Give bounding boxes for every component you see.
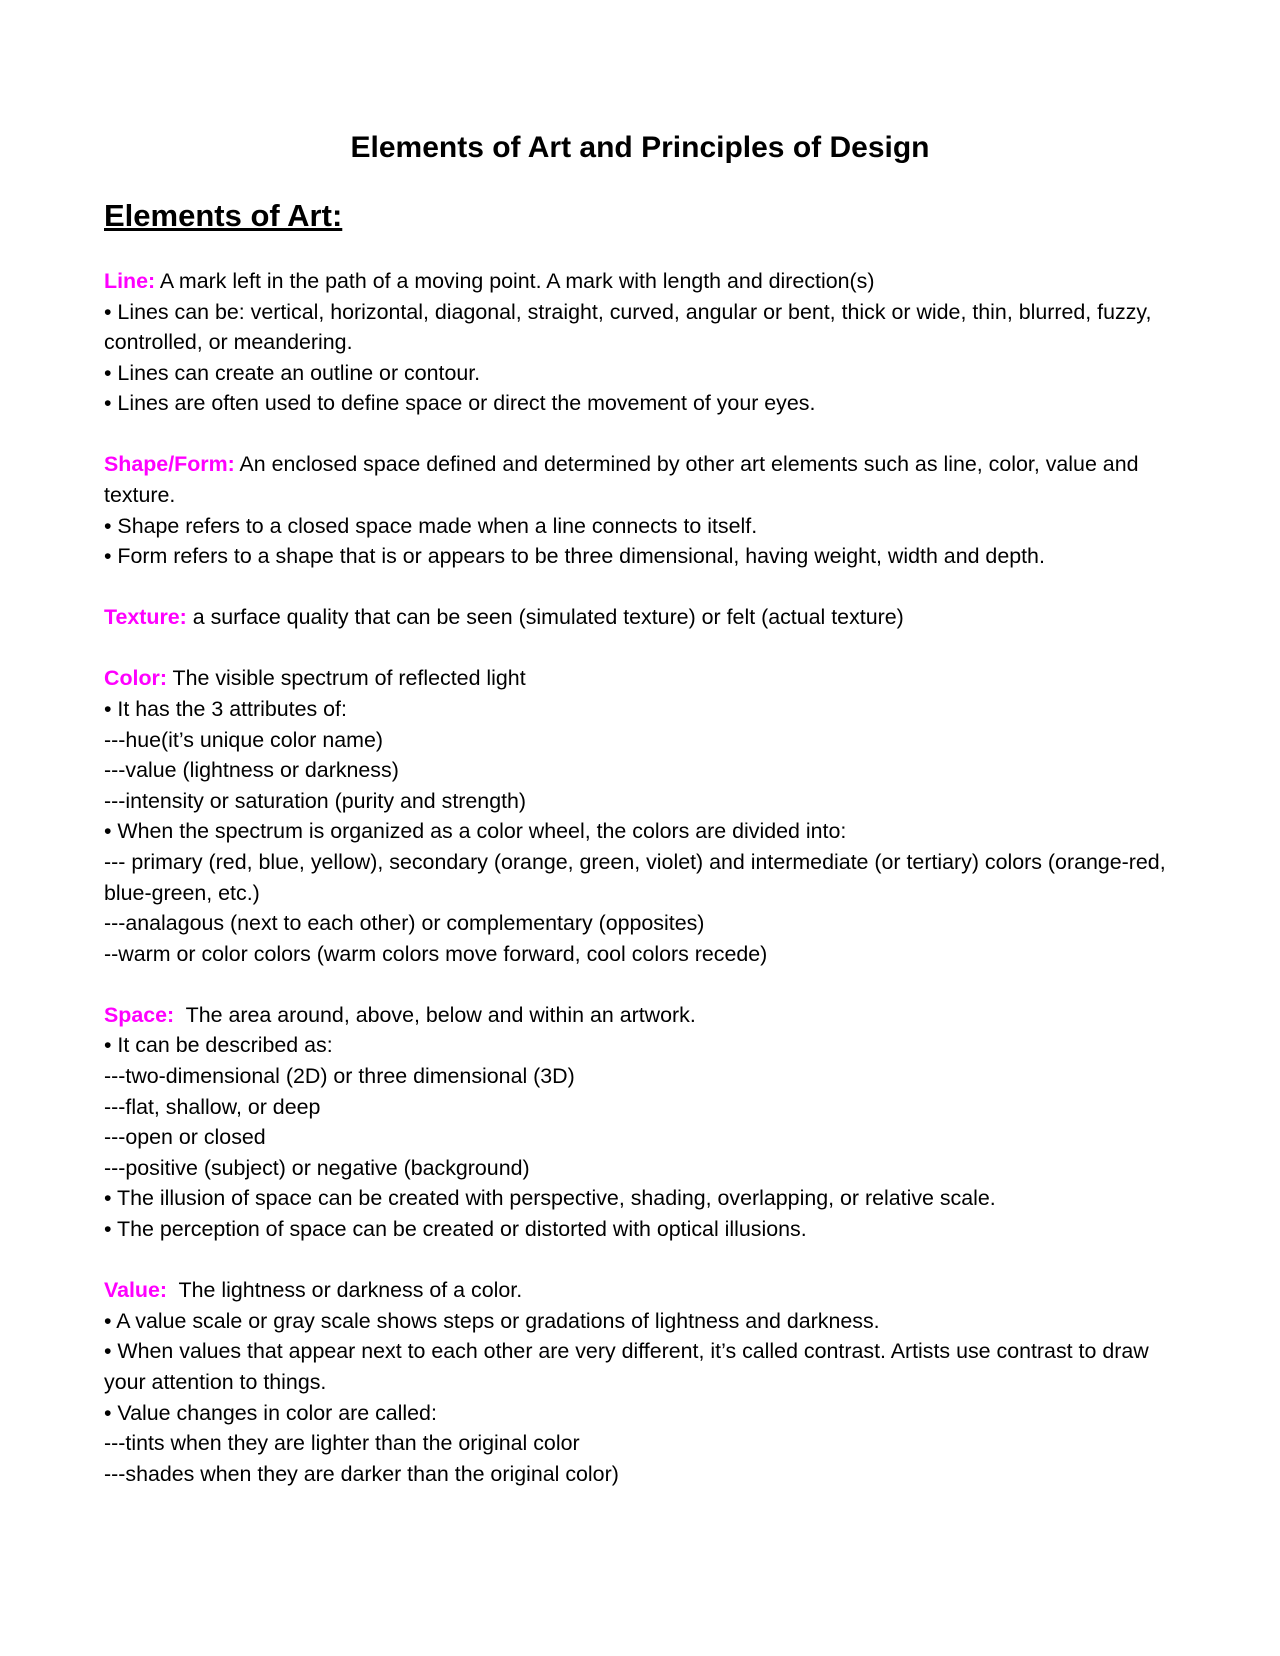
- definition-line: • It has the 3 attributes of:: [104, 697, 347, 722]
- definition-line: • The perception of space can be created or distorted with optical illusions.: [104, 1217, 807, 1242]
- definition-text: a surface quality that can be seen (simulated texture) or felt (actual texture): [186, 605, 904, 630]
- definition-line: ---intensity or saturation (purity and strength): [104, 788, 527, 813]
- definition-lead: [104, 602, 1176, 633]
- definition-line: • Lines can be: vertical, horizontal, diagonal, straight, curved, angular or bent, thick or wide, thin, blurred, fuzzy, controlled, or meandering.: [104, 299, 1152, 355]
- definition-shape-form: [104, 449, 1176, 571]
- definition-line: • Shape refers to a closed space made when a line connects to itself.: [104, 513, 758, 538]
- definition-line: • Lines are often used to define space or direct the movement of your eyes.: [104, 391, 816, 416]
- definition-lead: [104, 449, 1176, 510]
- definition-text: A mark left in the path of a moving point. A mark with length and direction(s): [155, 269, 875, 293]
- document-page: [104, 130, 1176, 1520]
- definition-space: [104, 1000, 1176, 1245]
- definition-line: ---flat, shallow, or deep: [104, 1094, 321, 1119]
- definition-line: ---positive (subject) or negative (background): [104, 1155, 530, 1180]
- definition-term: Texture:: [104, 605, 187, 630]
- definition-lead: [104, 1275, 1176, 1306]
- definition-line: [104, 266, 1176, 419]
- definition-line: • Lines can create an outline or contour.: [104, 360, 481, 385]
- definition-line: ---tints when they are lighter than the original color: [104, 1431, 580, 1456]
- definition-line: ---two-dimensional (2D) or three dimensional (3D): [104, 1064, 575, 1089]
- definition-line: ---value (lightness or darkness): [104, 758, 399, 783]
- definition-term: Space:: [104, 1002, 175, 1027]
- section-heading-elements-of-art: Elements of Art:: [104, 198, 343, 233]
- definition-texture: [104, 602, 1176, 633]
- definition-line: --- primary (red, blue, yellow), secondary (orange, green, violet) and intermediate (or tertiary) colors (orange-red, blue-green, etc.): [104, 850, 1166, 905]
- definition-lead: [104, 1000, 1176, 1031]
- definition-line: --warm or color colors (warm colors move forward, cool colors recede): [104, 941, 768, 966]
- definition-value: [104, 1275, 1176, 1489]
- definition-line: ---hue(it’s unique color name): [104, 727, 383, 752]
- definition-term: Shape/Form:: [104, 452, 235, 477]
- definition-text: The visible spectrum of reflected light: [166, 666, 526, 691]
- definition-line: • Form refers to a shape that is or appears to be three dimensional, having weight, width and depth.: [104, 544, 1045, 569]
- definition-text: The area around, above, below and within an artwork.: [174, 1002, 696, 1027]
- definition-lead: [104, 663, 1176, 694]
- definition-line: ---open or closed: [104, 1125, 266, 1150]
- definition-text: The lightness or darkness of a color.: [167, 1278, 523, 1303]
- definition-line: • It can be described as:: [104, 1033, 333, 1058]
- definition-line: • When the spectrum is organized as a color wheel, the colors are divided into:: [104, 819, 847, 844]
- definition-term: Color:: [104, 666, 167, 691]
- definition-line: ---shades when they are darker than the original color): [104, 1461, 619, 1486]
- definition-line: • A value scale or gray scale shows steps or gradations of lightness and darkness.: [104, 1308, 880, 1333]
- definition-line: • Value changes in color are called:: [104, 1400, 437, 1425]
- document-title: Elements of Art and Principles of Design: [350, 131, 930, 164]
- definition-color: [104, 663, 1176, 969]
- definition-line: ---analagous (next to each other) or complementary (opposites): [104, 911, 705, 936]
- definition-lead: [104, 266, 1176, 297]
- definition-text: An enclosed space defined and determined by other art elements such as line, color, value and texture.: [104, 452, 1145, 508]
- definition-term: Line:: [104, 269, 156, 293]
- definitions-list: [104, 266, 1176, 1489]
- definition-line: • The illusion of space can be created with perspective, shading, overlapping, or relative scale.: [104, 1186, 996, 1211]
- definition-line: • When values that appear next to each other are very different, it’s called contrast. Artists use contrast to draw your attention to things.: [104, 1339, 1149, 1394]
- definition-term: Value:: [104, 1278, 168, 1303]
